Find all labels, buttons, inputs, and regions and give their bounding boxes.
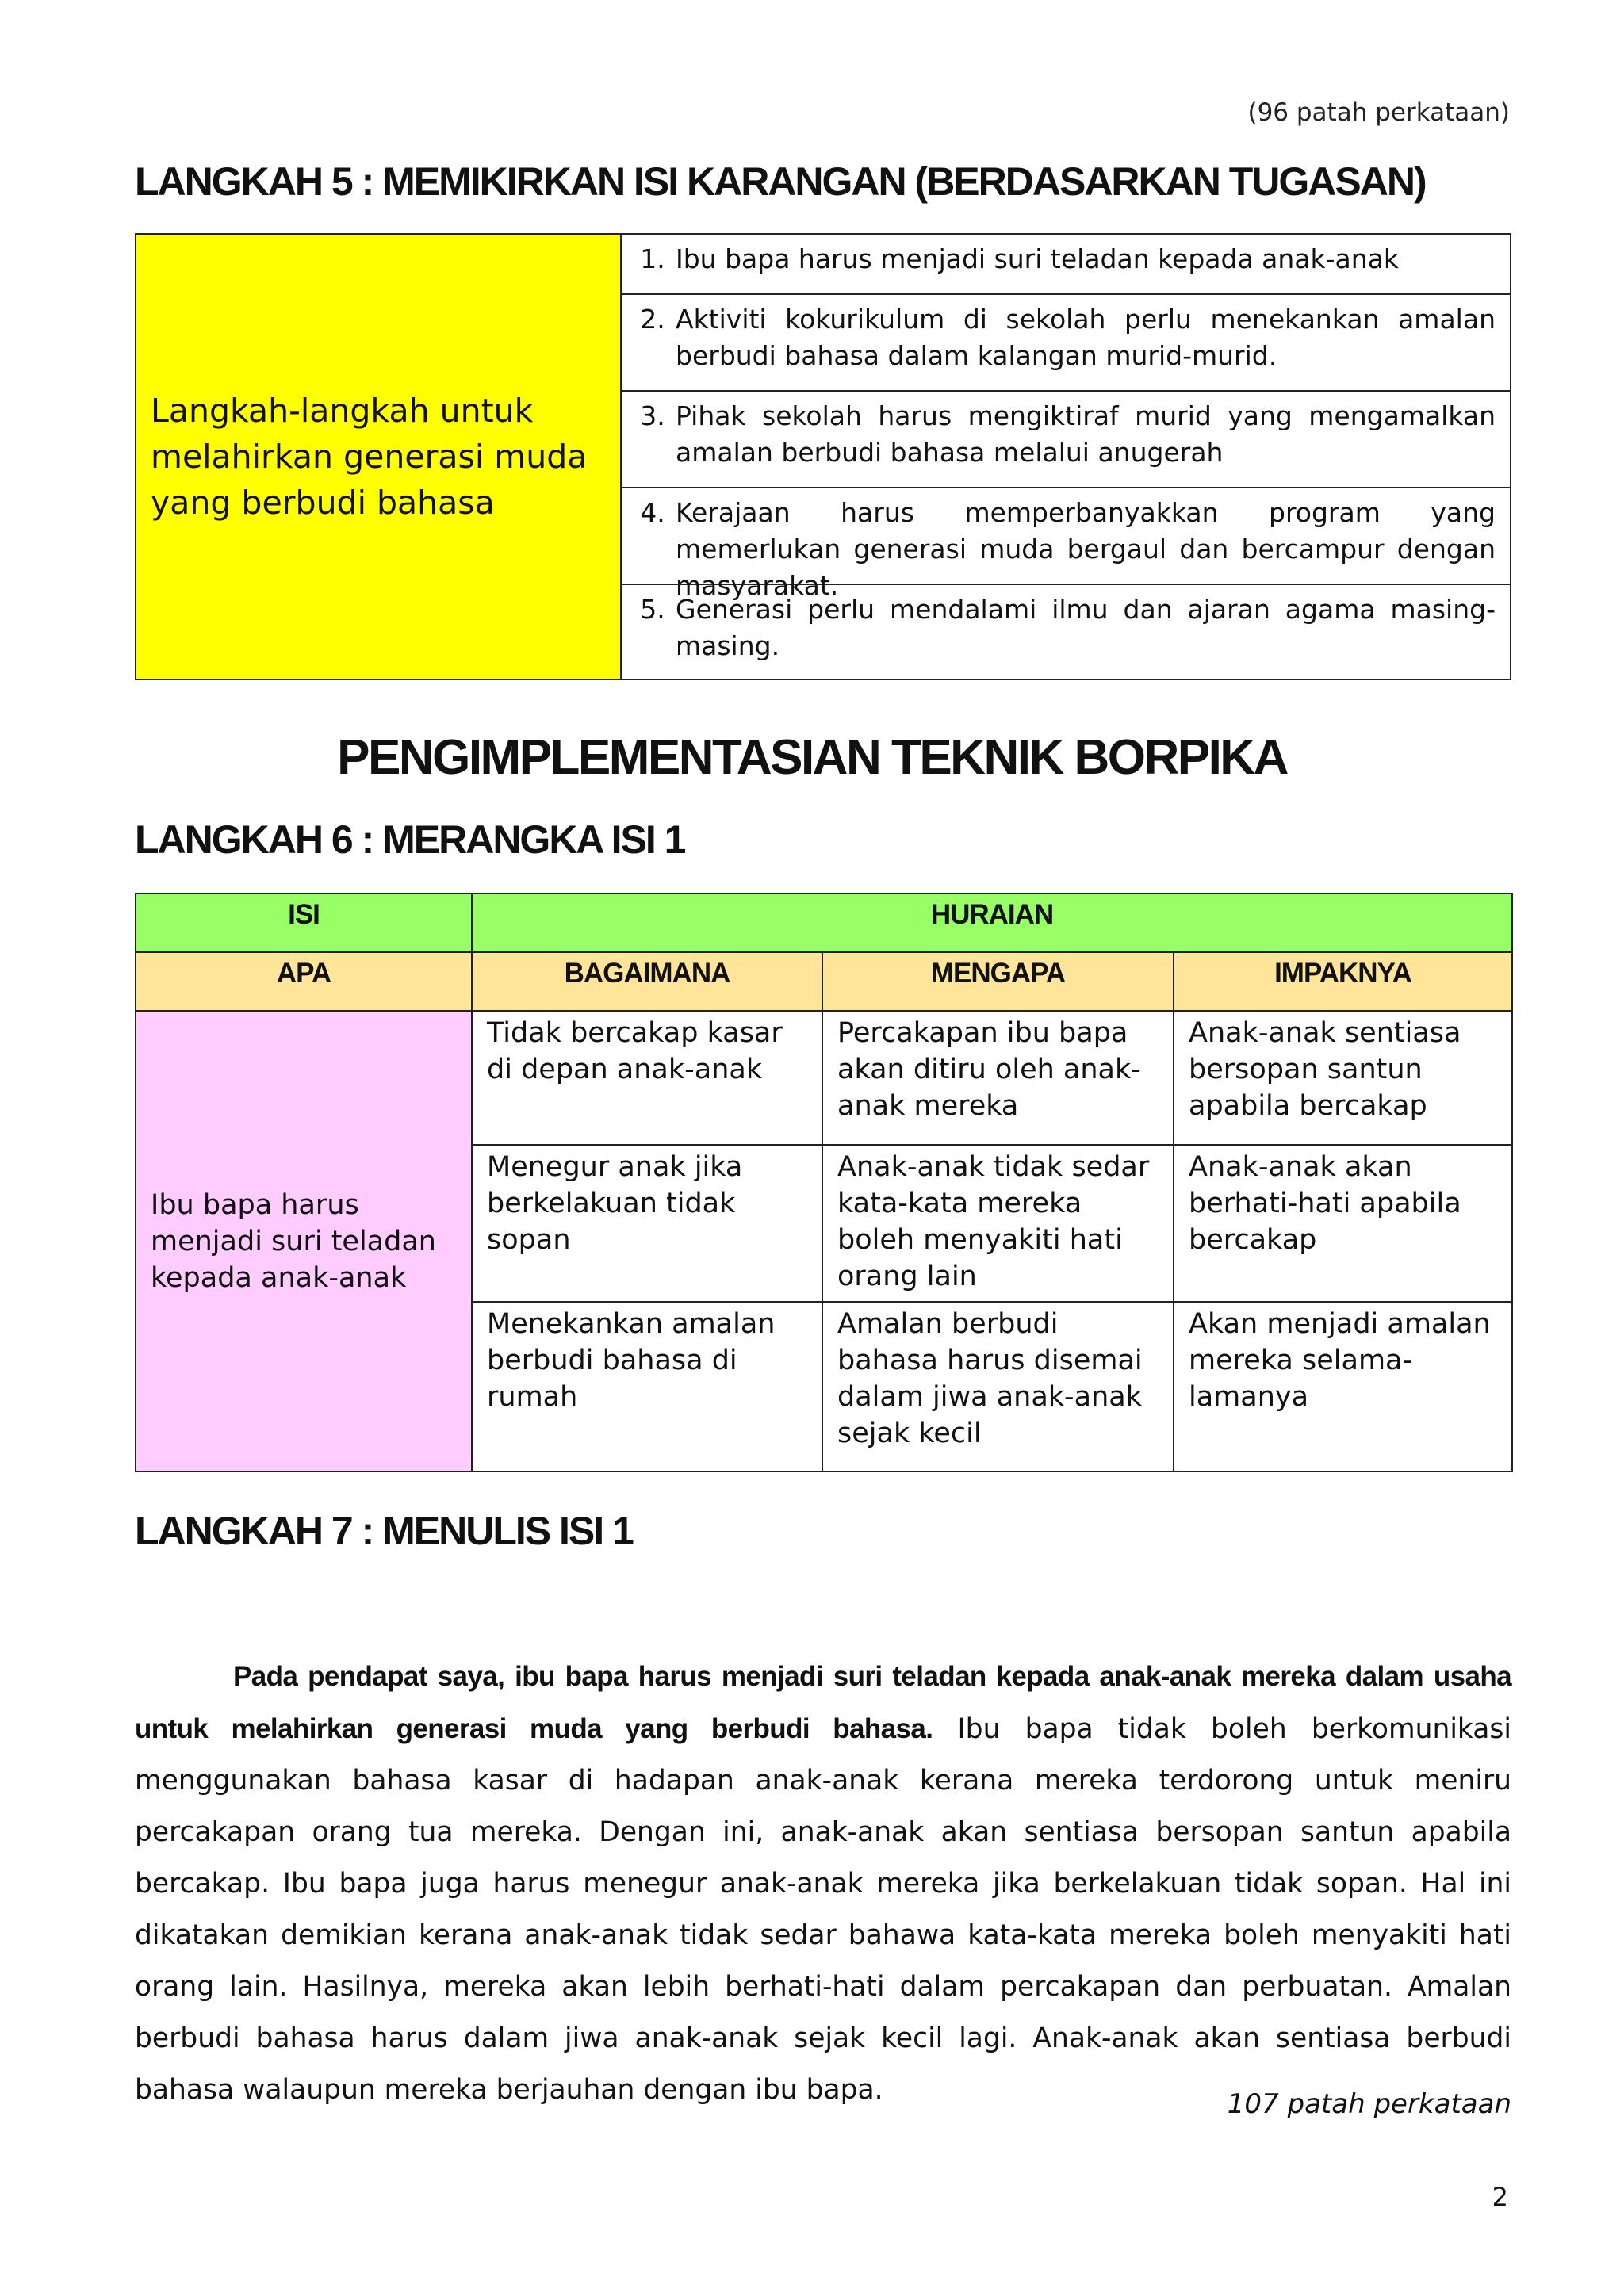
word-count-note: (96 patah perkataan) [1247, 98, 1510, 127]
step5-topic-cell [136, 235, 622, 679]
header-isi: ISI [136, 894, 472, 952]
step5-items [622, 235, 1510, 679]
mengapa-cell: Percakapan ibu bapa akan ditiru oleh anak-anak mereka [822, 1011, 1174, 1145]
impaknya-cell: Akan menjadi amalan mereka selama-lamanya [1174, 1302, 1512, 1471]
step5-table [135, 233, 1511, 680]
step5-item [622, 585, 1510, 679]
page-title: PENGIMPLEMENTASIAN TEKNIK BORPIKA [337, 730, 1287, 785]
mengapa-cell: Amalan berbudi bahasa harus disemai dalam jiwa anak-anak sejak kecil [822, 1302, 1174, 1471]
word-count-footer: 107 patah perkataan [1227, 2088, 1511, 2120]
header-bagaimana: BAGAIMANA [472, 952, 822, 1011]
item-number: 4. [640, 497, 665, 528]
step5-topic: Langkah-langkah untuk melahirkan generasi muda yang berbudi bahasa [151, 392, 588, 522]
item-text: Kerajaan harus memperbanyakkan program yang memerlukan generasi muda bergaul dan bercampur dengan masyarakat. [676, 497, 1496, 601]
essay-paragraph [135, 1651, 1511, 2116]
item-number: 3. [640, 400, 665, 431]
step5-item [622, 295, 1510, 392]
bagaimana-cell: Tidak bercakap kasar di depan anak-anak [472, 1011, 822, 1145]
header-mengapa: MENGAPA [822, 952, 1174, 1011]
item-text: Ibu bapa harus menjadi suri teladan kepada anak-anak [676, 243, 1400, 274]
table-row [136, 1011, 1512, 1145]
header-huraian: HURAIAN [472, 894, 1512, 952]
item-number: 2. [640, 304, 665, 335]
impaknya-cell: Anak-anak akan berhati-hati apabila bercakap [1174, 1145, 1512, 1302]
bagaimana-cell: Menegur anak jika berkelakuan tidak sopan [472, 1145, 822, 1302]
item-number: 1. [640, 243, 665, 274]
step5-heading: LANGKAH 5 : MEMIKIRKAN ISI KARANGAN (BERDASARKAN TUGASAN) [135, 159, 1426, 204]
step5-item [622, 488, 1510, 601]
step6-heading: LANGKAH 6 : MERANGKA ISI 1 [135, 817, 685, 862]
mengapa-cell: Anak-anak tidak sedar kata-kata mereka boleh menyakiti hati orang lain [822, 1145, 1174, 1302]
step7-heading: LANGKAH 7 : MENULIS ISI 1 [135, 1509, 633, 1553]
step5-item [622, 392, 1510, 488]
item-number: 5. [640, 594, 665, 625]
header-row-columns [136, 952, 1512, 1011]
apa-cell: Ibu bapa harus menjadi suri teladan kepada anak-anak [136, 1011, 472, 1471]
header-impaknya: IMPAKNYA [1174, 952, 1512, 1011]
item-text: Generasi perlu mendalami ilmu dan ajaran agama masing-masing. [676, 594, 1496, 661]
topic-sentence: Pada pendapat saya, ibu bapa harus menjadi suri teladan kepada anak-anak mereka dalam usaha untuk melahirkan generasi muda yang berbudi bahasa. [135, 1661, 1511, 1744]
item-text: Aktiviti kokurikulum di sekolah perlu menekankan amalan berbudi bahasa dalam kalangan murid-murid. [676, 304, 1496, 371]
item-text: Pihak sekolah harus mengiktiraf murid yang mengamalkan amalan berbudi bahasa melalui anugerah [676, 400, 1496, 468]
header-apa: APA [136, 952, 472, 1011]
page-number: 2 [1492, 2182, 1508, 2212]
header-row-isi [136, 894, 1512, 952]
impaknya-cell: Anak-anak sentiasa bersopan santun apabila bercakap [1174, 1011, 1512, 1145]
bagaimana-cell: Menekankan amalan berbudi bahasa di rumah [472, 1302, 822, 1471]
paragraph-body: Ibu bapa tidak boleh berkomunikasi menggunakan bahasa kasar di hadapan anak-anak kerana mereka terdorong untuk meniru percakapan orang tua mereka. Dengan ini, anak-anak akan sentiasa bersopan santun apabila bercakap. Ibu bapa juga harus menegur anak-anak mereka jika berkelakuan tidak sopan. Hal ini dikatakan demikian kerana anak-anak tidak sedar bahawa kata-kata mereka boleh menyakiti hati orang lain. Hasilnya, mereka akan lebih berhati-hati dalam percakapan dan perbuatan. Amalan berbudi bahasa harus dalam jiwa anak-anak sejak kecil lagi. Anak-anak akan sentiasa berbudi bahasa walaupun mereka berjauhan dengan ibu bapa. [135, 1713, 1511, 2106]
step5-item [622, 235, 1510, 295]
step6-table [135, 893, 1513, 1472]
